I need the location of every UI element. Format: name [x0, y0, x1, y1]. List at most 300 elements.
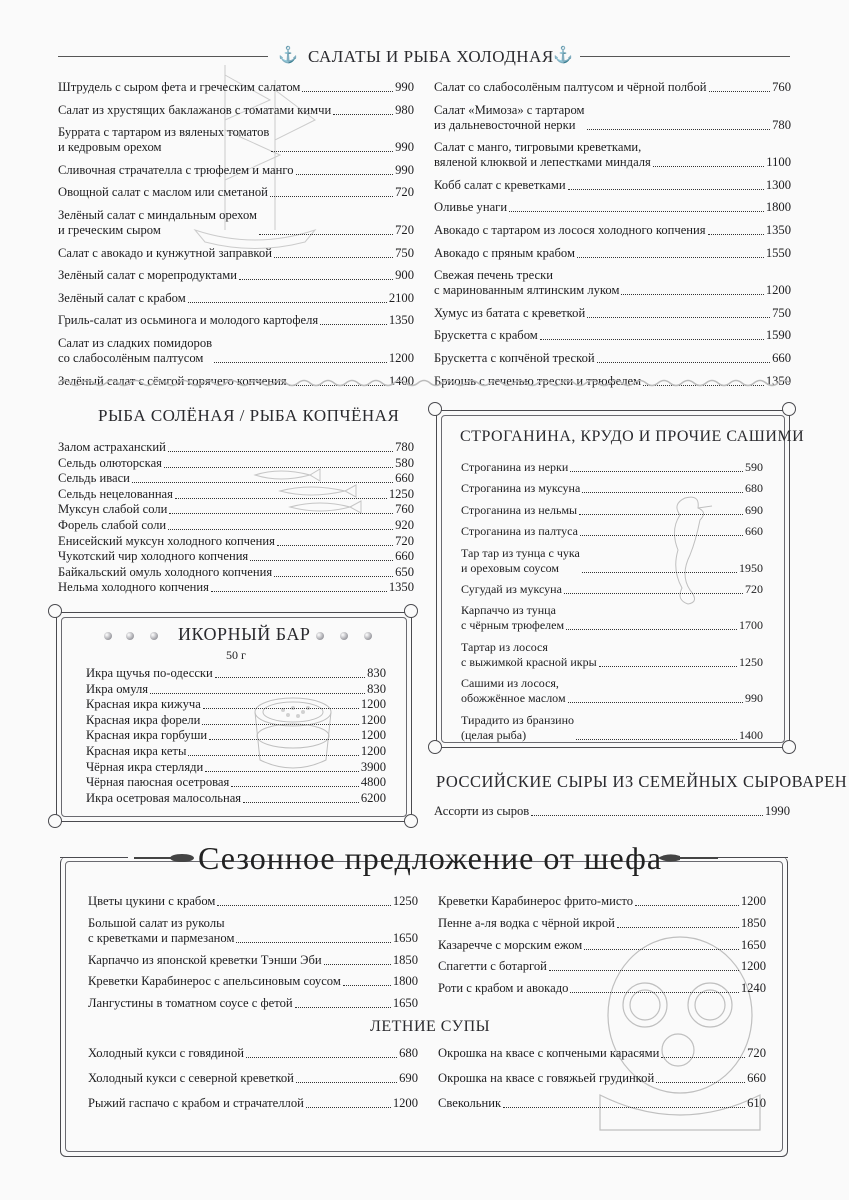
menu-item-name: Красная икра форели — [86, 712, 201, 727]
leader-dots — [708, 234, 764, 235]
menu-item-name: Салат из сладких помидоров со слабосолёным палтусом — [58, 335, 213, 365]
menu-item — [86, 666, 386, 681]
menu-item — [58, 80, 414, 95]
leader-dots — [579, 514, 743, 515]
leader-dots — [169, 513, 393, 514]
menu-item-price: 1650 — [392, 930, 418, 945]
menu-item — [58, 487, 414, 502]
menu-item-price: 1650 — [740, 937, 766, 952]
menu-item-name: Салат из хрустящих баклажанов с томатами кимчи — [58, 102, 332, 117]
menu-item — [434, 103, 791, 133]
menu-item — [461, 676, 763, 706]
menu-item-name: Авокадо с тартаром из лосося холодного копчения — [434, 222, 706, 237]
menu-item-name: Сугудай из муксуна — [461, 581, 562, 596]
menu-item-name: Карпаччо из тунца с чёрным трюфелем — [461, 603, 565, 633]
menu-item-name: Красная икра кижуча — [86, 697, 201, 712]
menu-item — [434, 80, 791, 95]
anchor-icon: ⚓ — [553, 47, 573, 64]
menu-item-price: 920 — [395, 517, 414, 532]
menu-item — [461, 460, 763, 475]
caviar-title: ИКОРНЫЙ БАР — [178, 624, 311, 644]
chef-title: Сезонное предложение от шефа — [198, 840, 663, 876]
menu-item — [438, 1096, 766, 1111]
menu-item — [434, 246, 791, 261]
menu-item-name: Лангустины в томатном соусе с фетой — [88, 996, 293, 1011]
menu-item-price: 750 — [395, 245, 414, 260]
stroganina-box-corner — [428, 740, 442, 754]
leader-dots — [259, 234, 393, 235]
menu-item-name: Строганина из нельмы — [461, 502, 578, 517]
salads-rule-right — [580, 56, 790, 57]
menu-item-price: 1650 — [392, 996, 418, 1011]
menu-item-price: 1200 — [740, 959, 766, 974]
salads-right-list — [434, 80, 791, 396]
menu-item — [86, 697, 386, 712]
leader-dots — [274, 576, 393, 577]
menu-item-price: 830 — [367, 681, 386, 696]
menu-item-price: 720 — [747, 1046, 766, 1060]
menu-item-price: 1400 — [388, 373, 414, 388]
leader-dots — [582, 492, 743, 493]
caviar-box-corner — [404, 814, 418, 828]
leader-dots — [250, 560, 393, 561]
menu-item-name: Сельдь нецелованная — [58, 486, 173, 501]
menu-item — [86, 682, 386, 697]
leader-dots — [582, 572, 737, 573]
menu-item-name: Свекольник — [438, 1096, 502, 1110]
leader-dots — [302, 91, 393, 92]
menu-item-price: 1300 — [765, 177, 791, 192]
menu-item — [58, 185, 414, 200]
menu-item-name: Авокадо с пряным крабом — [434, 245, 575, 260]
menu-item-name: Салат со слабосолёным палтусом и чёрной полбой — [434, 80, 707, 94]
menu-item-name: Икра омуля — [86, 681, 149, 696]
caviar-portion: 50 г — [226, 648, 246, 662]
stroganina-box-corner — [782, 402, 796, 416]
leader-dots — [333, 114, 393, 115]
menu-item — [88, 996, 418, 1011]
menu-item — [434, 223, 791, 238]
menu-item-name: Икра осетровая малосольная — [86, 790, 242, 805]
menu-item-price: 680 — [745, 481, 763, 496]
menu-item-name: Красная икра горбуши — [86, 728, 208, 743]
menu-item-name: Цветы цукини с крабом — [88, 894, 216, 908]
leader-dots — [270, 196, 393, 197]
menu-item-price: 3900 — [360, 759, 386, 774]
menu-item-name: Чёрная икра стерляди — [86, 759, 204, 774]
menu-item-price: 1800 — [765, 200, 791, 215]
pearl-icon — [316, 632, 324, 640]
menu-item-price: 1350 — [765, 373, 791, 388]
menu-item-price: 4800 — [360, 775, 386, 790]
menu-item — [438, 959, 766, 974]
menu-item-name: Красная икра кеты — [86, 743, 187, 758]
menu-item — [461, 481, 763, 496]
leader-dots — [246, 1057, 397, 1058]
menu-item — [438, 981, 766, 996]
menu-item — [58, 208, 414, 238]
leader-dots — [203, 708, 359, 709]
menu-item-price: 1200 — [765, 283, 791, 298]
menu-item-price: 590 — [745, 460, 763, 474]
menu-item-price: 760 — [772, 80, 791, 94]
menu-item-name: Муксун слабой соли — [58, 502, 168, 517]
menu-item-name: Штрудель с сыром фета и греческим салатом — [58, 80, 301, 94]
menu-item-name: Оливье унаги — [434, 200, 508, 215]
menu-item-price: 2100 — [388, 290, 414, 305]
menu-item-price: 1350 — [388, 313, 414, 328]
leader-dots — [274, 257, 393, 258]
menu-item-price: 1850 — [392, 952, 418, 967]
leader-dots — [236, 942, 390, 943]
menu-item-name: Нельма холодного копчения — [58, 580, 209, 595]
menu-item-name: Карпаччо из японской креветки Тэнши Эби — [88, 952, 322, 967]
leader-dots — [570, 992, 738, 993]
menu-item-price: 990 — [395, 140, 414, 155]
menu-item-price: 1400 — [739, 727, 763, 742]
menu-item-price: 580 — [395, 455, 414, 470]
leader-dots — [621, 294, 763, 295]
leader-dots — [568, 189, 764, 190]
pearl-icon — [126, 632, 134, 640]
leader-dots — [239, 279, 393, 280]
menu-item-price: 1800 — [392, 974, 418, 989]
leader-dots — [205, 771, 359, 772]
soups-left-list — [88, 1046, 418, 1121]
menu-item — [461, 582, 763, 597]
menu-item-price: 780 — [772, 117, 791, 132]
menu-item-name: Спагетти с ботаргой — [438, 959, 547, 974]
menu-item-price: 660 — [745, 524, 763, 539]
leader-dots — [188, 302, 387, 303]
menu-item-price: 990 — [395, 162, 414, 177]
menu-item — [58, 440, 414, 455]
menu-item — [58, 502, 414, 517]
leader-dots — [597, 362, 771, 363]
leader-dots — [320, 324, 387, 325]
menu-item-name: Залом астраханский — [58, 440, 166, 454]
menu-item — [438, 1046, 766, 1061]
menu-item-price: 990 — [745, 691, 763, 706]
leader-dots — [202, 724, 358, 725]
menu-item-price: 6200 — [360, 790, 386, 805]
menu-item — [461, 713, 763, 743]
menu-item — [438, 1071, 766, 1086]
menu-item — [58, 534, 414, 549]
wave-divider — [58, 378, 790, 388]
salted-fish-title: РЫБА СОЛЁНАЯ / РЫБА КОПЧЁНАЯ — [98, 406, 400, 425]
soups-right-list — [438, 1046, 766, 1121]
salads-rule-left — [58, 56, 268, 57]
menu-item-name: Роти с крабом и авокадо — [438, 981, 569, 996]
menu-item — [461, 524, 763, 539]
menu-item — [86, 775, 386, 790]
menu-item-name: Икра щучья по-одесски — [86, 666, 213, 680]
menu-item-price: 990 — [395, 80, 414, 94]
menu-item-price: 1200 — [360, 697, 386, 712]
menu-item-price: 1250 — [388, 486, 414, 501]
menu-item-price: 1950 — [739, 560, 763, 575]
menu-item — [58, 125, 414, 155]
leader-dots — [577, 257, 764, 258]
chef-left-list — [88, 894, 418, 1018]
stroganina-title: СТРОГАНИНА, КРУДО И ПРОЧИЕ САШИМИ — [460, 428, 805, 445]
menu-item-name: Строганина из нерки — [461, 460, 569, 474]
salads-title: САЛАТЫ И РЫБА ХОЛОДНАЯ — [308, 47, 554, 66]
leader-dots — [188, 755, 358, 756]
menu-item — [86, 744, 386, 759]
menu-item-name: Бриошь с печенью трески и трюфелем — [434, 373, 642, 388]
menu-item-price: 1550 — [765, 245, 791, 260]
caviar-box-corner — [48, 604, 62, 618]
menu-item-name: Большой салат из руколы с креветками и пармезаном — [88, 915, 235, 945]
cheese-title: РОССИЙСКИЕ СЫРЫ ИЗ СЕМЕЙНЫХ СЫРОВАРЕН — [436, 772, 848, 791]
anchor-icon: ⚓ — [278, 47, 298, 64]
menu-item-price: 1240 — [740, 981, 766, 996]
pearl-icon — [340, 632, 348, 640]
leader-dots — [214, 362, 387, 363]
menu-item-name: Рыжий гаспачо с крабом и страчателлой — [88, 1096, 304, 1110]
leader-dots — [635, 905, 739, 906]
menu-item-price: 980 — [395, 102, 414, 117]
menu-item — [434, 804, 790, 819]
caviar-box-corner — [48, 814, 62, 828]
menu-item — [58, 471, 414, 486]
leader-dots — [277, 545, 393, 546]
menu-item-price: 680 — [399, 1046, 418, 1060]
stroganina-list — [461, 460, 763, 749]
menu-item-name: Холодный кукси с северной креветкой — [88, 1071, 294, 1085]
menu-item-price: 1990 — [764, 804, 790, 818]
menu-item-name: Салат с авокадо и кунжутной заправкой — [58, 245, 272, 260]
leader-dots — [570, 471, 743, 472]
leader-dots — [566, 629, 737, 630]
menu-item-name: Зелёный салат с миндальным орехом и греческим сыром — [58, 207, 258, 237]
leader-dots — [296, 1082, 397, 1083]
menu-item — [434, 140, 791, 170]
menu-item — [438, 894, 766, 909]
leader-dots — [540, 339, 764, 340]
leader-dots — [324, 964, 391, 965]
leader-dots — [164, 467, 393, 468]
leader-dots — [587, 129, 771, 130]
menu-item-price: 750 — [772, 305, 791, 320]
menu-item-price: 720 — [395, 185, 414, 200]
leader-dots — [215, 677, 365, 678]
menu-item-price: 1200 — [360, 728, 386, 743]
menu-item-name: Зелёный салат с крабом — [58, 290, 186, 305]
menu-item-name: Байкальский омуль холодного копчения — [58, 564, 273, 579]
menu-item-name: Холодный кукси с говядиной — [88, 1046, 245, 1060]
menu-item-price: 900 — [395, 268, 414, 283]
leader-dots — [295, 1007, 391, 1008]
menu-item-price: 830 — [367, 666, 386, 680]
menu-item-name: Креветки Карабинерос с апельсиновым соусом — [88, 974, 341, 989]
menu-item-price: 1350 — [765, 222, 791, 237]
menu-item-price: 1850 — [740, 915, 766, 930]
chef-right-list — [438, 894, 766, 1003]
menu-item — [461, 603, 763, 633]
menu-item-price: 1200 — [388, 350, 414, 365]
menu-item-name: Енисейский муксун холодного копчения — [58, 533, 275, 548]
knife-icon — [658, 850, 718, 866]
menu-item-name: Казаречче с морским ежом — [438, 937, 583, 952]
menu-item — [58, 549, 414, 564]
menu-item — [88, 1071, 418, 1086]
menu-item-name: Гриль-салат из осьминога и молодого картофеля — [58, 313, 319, 328]
leader-dots — [653, 166, 764, 167]
menu-item-name: Тартар из лосося с выжимкой красной икры — [461, 639, 597, 669]
menu-item-price: 660 — [395, 471, 414, 486]
menu-item — [86, 791, 386, 806]
menu-item-name: Окрошка на квасе с копчеными карасями — [438, 1046, 660, 1060]
menu-item — [88, 953, 418, 968]
menu-item-price: 1200 — [740, 894, 766, 908]
menu-item-name: Пенне а-ля водка с чёрной икрой — [438, 915, 615, 930]
menu-item-price: 780 — [395, 440, 414, 454]
leader-dots — [231, 786, 359, 787]
menu-item — [438, 916, 766, 931]
chef-box-top-left — [60, 857, 128, 858]
menu-item — [434, 306, 791, 321]
leader-dots — [509, 211, 764, 212]
menu-item-price: 720 — [395, 533, 414, 548]
menu-item — [434, 351, 791, 366]
menu-item-price: 1590 — [765, 328, 791, 343]
menu-item — [58, 580, 414, 595]
leader-dots — [617, 927, 739, 928]
menu-item-name: Буррата с тартаром из вяленых томатов и кедровым орехом — [58, 125, 270, 155]
stroganina-box-corner — [782, 740, 796, 754]
leader-dots — [549, 970, 739, 971]
menu-item — [58, 518, 414, 533]
menu-item — [461, 546, 763, 576]
chef-box-top-right — [718, 857, 788, 858]
menu-item — [88, 974, 418, 989]
menu-item — [86, 728, 386, 743]
leader-dots — [217, 905, 390, 906]
menu-item-price: 1700 — [739, 618, 763, 633]
pearl-icon — [104, 632, 112, 640]
leader-dots — [343, 985, 391, 986]
menu-item — [461, 503, 763, 518]
menu-item-price: 1200 — [360, 712, 386, 727]
menu-item — [88, 894, 418, 909]
pearl-icon — [150, 632, 158, 640]
menu-item — [58, 291, 414, 306]
menu-item-name: Чукотский чир холодного копчения — [58, 549, 249, 564]
leader-dots — [168, 529, 393, 530]
menu-item-price: 1250 — [392, 894, 418, 908]
stroganina-box-corner — [428, 402, 442, 416]
leader-dots — [709, 91, 771, 92]
menu-item-price: 660 — [747, 1071, 766, 1085]
menu-item — [58, 246, 414, 261]
menu-item-price: 1250 — [739, 654, 763, 669]
menu-item — [58, 456, 414, 471]
menu-item-name: Строганина из муксуна — [461, 481, 581, 496]
leader-dots — [306, 1107, 391, 1108]
menu-item-name: Окрошка на квасе с говяжьей грудинкой — [438, 1071, 655, 1085]
menu-item-name: Сельдь иваси — [58, 471, 130, 486]
cheese-list — [434, 804, 790, 819]
menu-item-price: 610 — [747, 1096, 766, 1110]
leader-dots — [576, 739, 737, 740]
salted-fish-list — [58, 440, 414, 596]
menu-item — [58, 163, 414, 178]
soups-title: ЛЕТНИЕ СУПЫ — [370, 1018, 491, 1035]
leader-dots — [599, 666, 737, 667]
menu-item-name: Сливочная страчателла с трюфелем и манго — [58, 162, 294, 177]
menu-item — [86, 713, 386, 728]
leader-dots — [211, 591, 387, 592]
leader-dots — [568, 702, 743, 703]
fork-icon — [134, 850, 194, 866]
menu-item-price: 660 — [772, 350, 791, 365]
menu-item-price: 690 — [745, 502, 763, 517]
menu-item-name: Форель слабой соли — [58, 517, 167, 532]
menu-item-name: Свежая печень трески с маринованным ялтинским луком — [434, 268, 620, 298]
menu-item-price: 660 — [395, 549, 414, 564]
caviar-list — [86, 666, 386, 806]
leader-dots — [661, 1057, 745, 1058]
menu-item — [434, 200, 791, 215]
pearl-icon — [364, 632, 372, 640]
menu-item — [438, 938, 766, 953]
salads-left-list — [58, 80, 414, 396]
menu-item-price: 1200 — [360, 743, 386, 758]
menu-item — [58, 336, 414, 366]
menu-item — [461, 640, 763, 670]
menu-item — [88, 916, 418, 946]
menu-item-price: 650 — [395, 564, 414, 579]
menu-item-price: 720 — [745, 581, 763, 596]
menu-item-name: Строганина из палтуса — [461, 524, 578, 539]
menu-item — [58, 313, 414, 328]
leader-dots — [587, 317, 770, 318]
menu-item-price: 1200 — [392, 1096, 418, 1110]
leader-dots — [580, 535, 743, 536]
menu-item-name: Салат «Мимоза» с тартаром из дальневосточной нерки — [434, 102, 585, 132]
menu-item-name: Кобб салат с креветками — [434, 177, 566, 192]
leader-dots — [132, 482, 393, 483]
menu-item — [434, 328, 791, 343]
menu-item-name: Брускетта с крабом — [434, 328, 538, 343]
menu-item-name: Креветки Карабинерос фрито-мисто — [438, 894, 634, 908]
leader-dots — [531, 815, 763, 816]
menu-item-price: 760 — [395, 502, 414, 517]
leader-dots — [168, 451, 393, 452]
menu-item-name: Салат с манго, тигровыми креветками, вяленой клюквой и лепестками миндаля — [434, 140, 651, 170]
leader-dots — [243, 802, 359, 803]
menu-item-name: Брускетта с копчёной треской — [434, 350, 595, 365]
menu-item-name: Ассорти из сыров — [434, 804, 530, 818]
menu-item-price: 690 — [399, 1071, 418, 1085]
menu-item — [88, 1046, 418, 1061]
menu-item-price: 1350 — [388, 580, 414, 595]
menu-item — [434, 178, 791, 193]
menu-item-name: Зелёный салат с сёмгой горячего копчения — [58, 373, 287, 388]
leader-dots — [503, 1107, 745, 1108]
leader-dots — [584, 949, 739, 950]
menu-item-name: Хумус из батата с креветкой — [434, 305, 586, 320]
menu-item-price: 1100 — [766, 155, 791, 170]
menu-item-name: Зелёный салат с морепродуктами — [58, 268, 237, 283]
menu-item-name: Сельдь олюторская — [58, 455, 162, 470]
menu-item-price: 720 — [395, 222, 414, 237]
menu-item-name: Овощной салат с маслом или сметаной — [58, 185, 268, 200]
menu-item-name: Сашими из лосося, обожжённое маслом — [461, 676, 566, 706]
